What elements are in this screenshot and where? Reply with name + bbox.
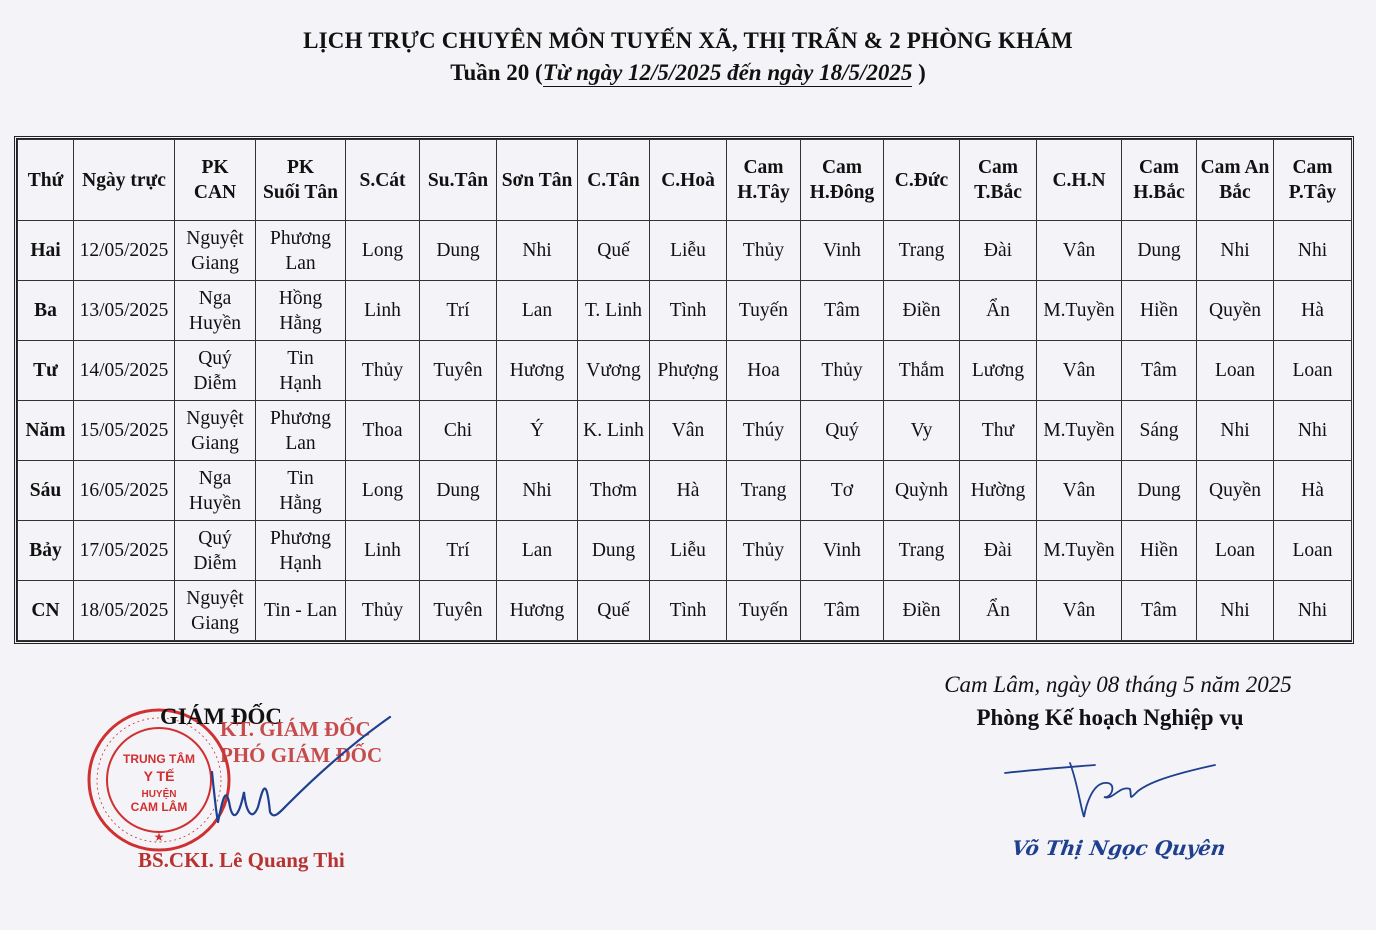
director-title: GIÁM ĐỐC [160,704,283,729]
weekday-cell: Năm [18,401,74,461]
stamp-line-1: TRUNG TÂM [123,752,195,766]
duty-cell: Quế [578,581,650,641]
director-signature [200,712,400,832]
duty-cell: Nga Huyền [175,281,256,341]
svg-text:★: ★ [153,830,165,844]
duty-cell: Nga Huyền [175,461,256,521]
duty-cell: Long [346,461,420,521]
column-header: PK CAN [175,140,256,221]
duty-cell: Tâm [801,281,884,341]
column-header: Su.Tân [420,140,497,221]
weekday-cell: Hai [18,221,74,281]
duty-cell: Thủy [346,581,420,641]
planner-signature [1000,755,1220,825]
column-header: Thứ [18,140,74,221]
duty-cell: K. Linh [578,401,650,461]
table-row [18,341,1352,401]
table-row [18,461,1352,521]
date-cell: 18/05/2025 [74,581,175,641]
date-cell: 17/05/2025 [74,521,175,581]
duty-cell: Tơ [801,461,884,521]
department-name: Phòng Kế hoạch Nghiệp vụ [976,705,1244,730]
week-label: Tuần 20 ( [450,60,543,85]
column-header: C.Tân [578,140,650,221]
duty-cell: Hồng Hằng [256,281,346,341]
column-header: Cam H.Đông [801,140,884,221]
duty-cell: Nhi [497,221,578,281]
date-cell: 12/05/2025 [74,221,175,281]
duty-cell: T. Linh [578,281,650,341]
table-row [18,521,1352,581]
duty-cell: Thủy [727,221,801,281]
duty-cell: Tin Hạnh [256,341,346,401]
duty-cell: Liễu [650,221,727,281]
date-cell: 15/05/2025 [74,401,175,461]
date-cell: 13/05/2025 [74,281,175,341]
duty-cell: Loan [1274,521,1352,581]
duty-cell: M.Tuyền [1037,281,1122,341]
duty-cell: Loan [1197,341,1274,401]
duty-cell: Thắm [884,341,960,401]
column-header: Cam H.Tây [727,140,801,221]
duty-cell: Nhi [497,461,578,521]
duty-cell: Tuyên [420,341,497,401]
table-row [18,221,1352,281]
column-header: C.Hoà [650,140,727,221]
column-header: Sơn Tân [497,140,578,221]
table-header-row [18,140,1352,221]
duty-cell: Điền [884,581,960,641]
duty-cell: Quý [801,401,884,461]
duty-cell: Ẩn [960,581,1037,641]
duty-cell: Dung [1122,461,1197,521]
column-header: Cam P.Tây [1274,140,1352,221]
duty-cell: M.Tuyền [1037,401,1122,461]
weekday-cell: Bảy [18,521,74,581]
column-header: Cam T.Bắc [960,140,1037,221]
deputy-line-1: KT. GIÁM ĐỐC [220,717,371,741]
duty-cell: Liễu [650,521,727,581]
close-paren: ) [912,60,926,85]
duty-cell: Tin Hằng [256,461,346,521]
duty-cell: Thủy [727,521,801,581]
column-header: Ngày trực [74,140,175,221]
duty-schedule-table [17,139,1352,641]
duty-cell: Vân [1037,461,1122,521]
duty-cell: Hoa [727,341,801,401]
column-header: Cam An Bắc [1197,140,1274,221]
duty-cell: Phương Lan [256,401,346,461]
duty-cell: Tâm [1122,341,1197,401]
column-header: PK Suối Tân [256,140,346,221]
table-row [18,581,1352,641]
duty-cell: Vinh [801,221,884,281]
duty-cell: Vân [1037,341,1122,401]
duty-cell: Hường [960,461,1037,521]
duty-cell: Lương [960,341,1037,401]
duty-cell: Quỳnh [884,461,960,521]
duty-cell: Vân [1037,221,1122,281]
duty-cell: Sáng [1122,401,1197,461]
duty-cell: Tâm [1122,581,1197,641]
column-header: Cam H.Bắc [1122,140,1197,221]
weekday-cell: Ba [18,281,74,341]
duty-cell: Dung [1122,221,1197,281]
duty-cell: Nguyệt Giang [175,401,256,461]
duty-cell: Tuyến [727,581,801,641]
date-cell: 16/05/2025 [74,461,175,521]
duty-cell: Hiền [1122,521,1197,581]
duty-cell: Hà [1274,281,1352,341]
signer-name: Võ Thị Ngọc Quyên [1010,836,1228,860]
table-row [18,401,1352,461]
duty-cell: Loan [1197,521,1274,581]
duty-cell: Thư [960,401,1037,461]
duty-cell: Long [346,221,420,281]
duty-cell: Lan [497,521,578,581]
duty-cell: Trí [420,281,497,341]
duty-cell: Thoa [346,401,420,461]
duty-cell: Linh [346,281,420,341]
duty-cell: Hiền [1122,281,1197,341]
duty-cell: Tình [650,581,727,641]
stamp-line-4: CAM LÂM [130,800,188,814]
duty-cell: Trang [727,461,801,521]
duty-cell: Phương Hạnh [256,521,346,581]
duty-cell: Quyền [1197,281,1274,341]
place-date: Cam Lâm, ngày 08 tháng 5 năm 2025 [944,672,1292,697]
duty-cell: Hương [497,341,578,401]
duty-cell: Vương [578,341,650,401]
duty-cell: Thủy [346,341,420,401]
duty-cell: Thơm [578,461,650,521]
duty-cell: Đài [960,221,1037,281]
weekday-cell: Sáu [18,461,74,521]
duty-cell: Ý [497,401,578,461]
duty-cell: Thúy [727,401,801,461]
duty-cell: Trí [420,521,497,581]
duty-cell: Nhi [1197,401,1274,461]
duty-cell: Linh [346,521,420,581]
duty-cell: Loan [1274,341,1352,401]
duty-cell: Dung [420,461,497,521]
duty-cell: Vân [650,401,727,461]
duty-cell: Tình [650,281,727,341]
duty-cell: Quế [578,221,650,281]
duty-cell: Tâm [801,581,884,641]
director-name: BS.CKI. Lê Quang Thi [138,848,345,872]
duty-cell: Phượng [650,341,727,401]
duty-cell: Quý Diễm [175,341,256,401]
duty-cell: Nguyệt Giang [175,581,256,641]
column-header: S.Cát [346,140,420,221]
duty-cell: Dung [420,221,497,281]
duty-cell: Quý Diễm [175,521,256,581]
duty-cell: Ẩn [960,281,1037,341]
duty-cell: Nhi [1197,221,1274,281]
duty-cell: Tuyến [727,281,801,341]
duty-cell: Trang [884,221,960,281]
column-header: C.Đức [884,140,960,221]
duty-cell: Thủy [801,341,884,401]
deputy-line-2: PHÓ GIÁM ĐỐC [220,743,383,767]
duty-cell: Hà [650,461,727,521]
duty-cell: Nhi [1274,221,1352,281]
duty-cell: Phương Lan [256,221,346,281]
duty-cell: Hương [497,581,578,641]
date-range: Từ ngày 12/5/2025 đến ngày 18/5/2025 [542,60,913,85]
week-subtitle [0,60,1376,86]
duty-cell: Nguyệt Giang [175,221,256,281]
duty-cell: Hà [1274,461,1352,521]
duty-cell: Vân [1037,581,1122,641]
duty-cell: Quyền [1197,461,1274,521]
document-title: LỊCH TRỰC CHUYÊN MÔN TUYẾN XÃ, THỊ TRẤN & 2 PHÒNG KHÁM [303,28,1073,53]
duty-cell: Chi [420,401,497,461]
duty-cell: Điền [884,281,960,341]
stamp-line-3: HUYỆN [141,789,177,800]
duty-cell: Nhi [1197,581,1274,641]
duty-cell: Trang [884,521,960,581]
table-row [18,281,1352,341]
duty-cell: M.Tuyền [1037,521,1122,581]
stamp-line-2: Y TẾ [143,768,175,784]
table-body [18,221,1352,641]
weekday-cell: CN [18,581,74,641]
column-header: C.H.N [1037,140,1122,221]
date-cell: 14/05/2025 [74,341,175,401]
duty-cell: Nhi [1274,581,1352,641]
duty-cell: Dung [578,521,650,581]
duty-cell: Vinh [801,521,884,581]
duty-cell: Tuyên [420,581,497,641]
duty-cell: Lan [497,281,578,341]
duty-cell: Vy [884,401,960,461]
duty-cell: Đài [960,521,1037,581]
weekday-cell: Tư [18,341,74,401]
duty-cell: Nhi [1274,401,1352,461]
duty-cell: Tin - Lan [256,581,346,641]
